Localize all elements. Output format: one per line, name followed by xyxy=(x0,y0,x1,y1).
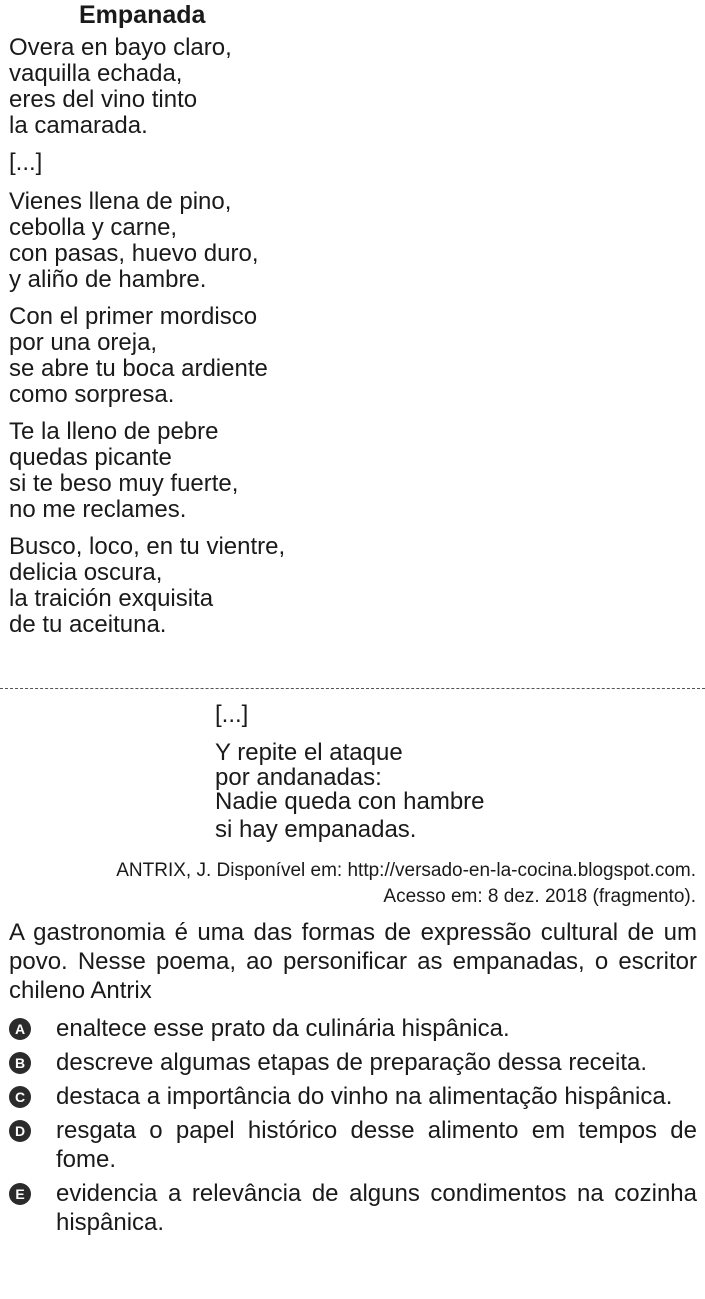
poem-line: cebolla y carne, xyxy=(9,214,178,241)
stanza xyxy=(215,702,685,728)
stanza xyxy=(9,304,429,408)
poem-line: y aliño de hambre. xyxy=(9,266,207,293)
option-letter-badge: D xyxy=(9,1120,31,1142)
poem-line: por una oreja, xyxy=(9,329,158,356)
option-letter-badge: B xyxy=(9,1052,31,1074)
poem-title: Empanada xyxy=(79,1,206,29)
poem-line: la traición exquisita xyxy=(9,585,214,612)
poem-line: Y repite el ataque xyxy=(215,739,403,766)
option-text: enaltece esse prato da culinária hispânica. xyxy=(56,1015,510,1042)
poem-bottom xyxy=(215,702,685,858)
option-b[interactable] xyxy=(9,1048,697,1077)
source-line: Acesso em: 8 dez. 2018 (fragmento). xyxy=(383,886,696,907)
poem-line: quedas picante xyxy=(9,444,172,471)
option-text: descreve algumas etapas de preparação dessa receita. xyxy=(56,1049,648,1076)
stanza xyxy=(9,35,429,139)
option-letter-badge: C xyxy=(9,1086,31,1108)
option-text: destaca a importância do vinho na alimentação hispânica. xyxy=(56,1083,673,1110)
stanza xyxy=(9,150,429,176)
stanza xyxy=(9,534,429,638)
poem-line: Nadie queda con hambre xyxy=(215,788,485,815)
option-c[interactable] xyxy=(9,1082,697,1111)
poem-line: vaquilla echada, xyxy=(9,60,183,87)
poem-line: de tu aceituna. xyxy=(9,611,167,638)
poem-line: la camarada. xyxy=(9,112,148,139)
poem-top xyxy=(9,35,429,649)
poem-line: Vienes llena de pino, xyxy=(9,188,232,215)
poem-line: con pasas, huevo duro, xyxy=(9,240,259,267)
page-break-divider xyxy=(0,688,705,689)
option-d[interactable] xyxy=(9,1116,697,1174)
source-line: ANTRIX, J. Disponível em: http://versado-en-la-cocina.blogspot.com. xyxy=(116,860,696,881)
poem-line: Te la lleno de pebre xyxy=(9,418,219,445)
poem-line: como sorpresa. xyxy=(9,381,175,408)
option-letter-badge: E xyxy=(9,1183,31,1205)
poem-line: no me reclames. xyxy=(9,496,187,523)
poem-line: [...] xyxy=(9,149,43,176)
question-stem: A gastronomia é uma das formas de expressão cultural de um povo. Nesse poema, ao personificar as empanadas, o escritor chileno Antrix xyxy=(9,919,697,1004)
option-text: resgata o papel histórico desse alimento em tempos de fome. xyxy=(56,1117,697,1173)
poem-line: si te beso muy fuerte, xyxy=(9,470,239,497)
poem-line: se abre tu boca ardiente xyxy=(9,355,268,382)
stanza xyxy=(9,419,429,523)
poem-line: por andanadas: xyxy=(215,764,382,791)
poem-line: Overa en bayo claro, xyxy=(9,34,232,61)
source-citation xyxy=(6,858,696,910)
poem-line: Con el primer mordisco xyxy=(9,303,258,330)
answer-options xyxy=(9,1014,697,1242)
poem-line: Busco, loco, en tu vientre, xyxy=(9,533,286,560)
stanza xyxy=(9,189,429,293)
stanza xyxy=(215,740,685,846)
option-a[interactable] xyxy=(9,1014,697,1043)
poem-line: si hay empanadas. xyxy=(215,816,417,843)
poem-line: [...] xyxy=(215,701,249,728)
poem-line: delicia oscura, xyxy=(9,559,163,586)
option-e[interactable] xyxy=(9,1179,697,1237)
option-text: evidencia a relevância de alguns condimentos na cozinha hispânica. xyxy=(56,1180,697,1236)
poem-line: eres del vino tinto xyxy=(9,86,198,113)
option-letter-badge: A xyxy=(9,1018,31,1040)
